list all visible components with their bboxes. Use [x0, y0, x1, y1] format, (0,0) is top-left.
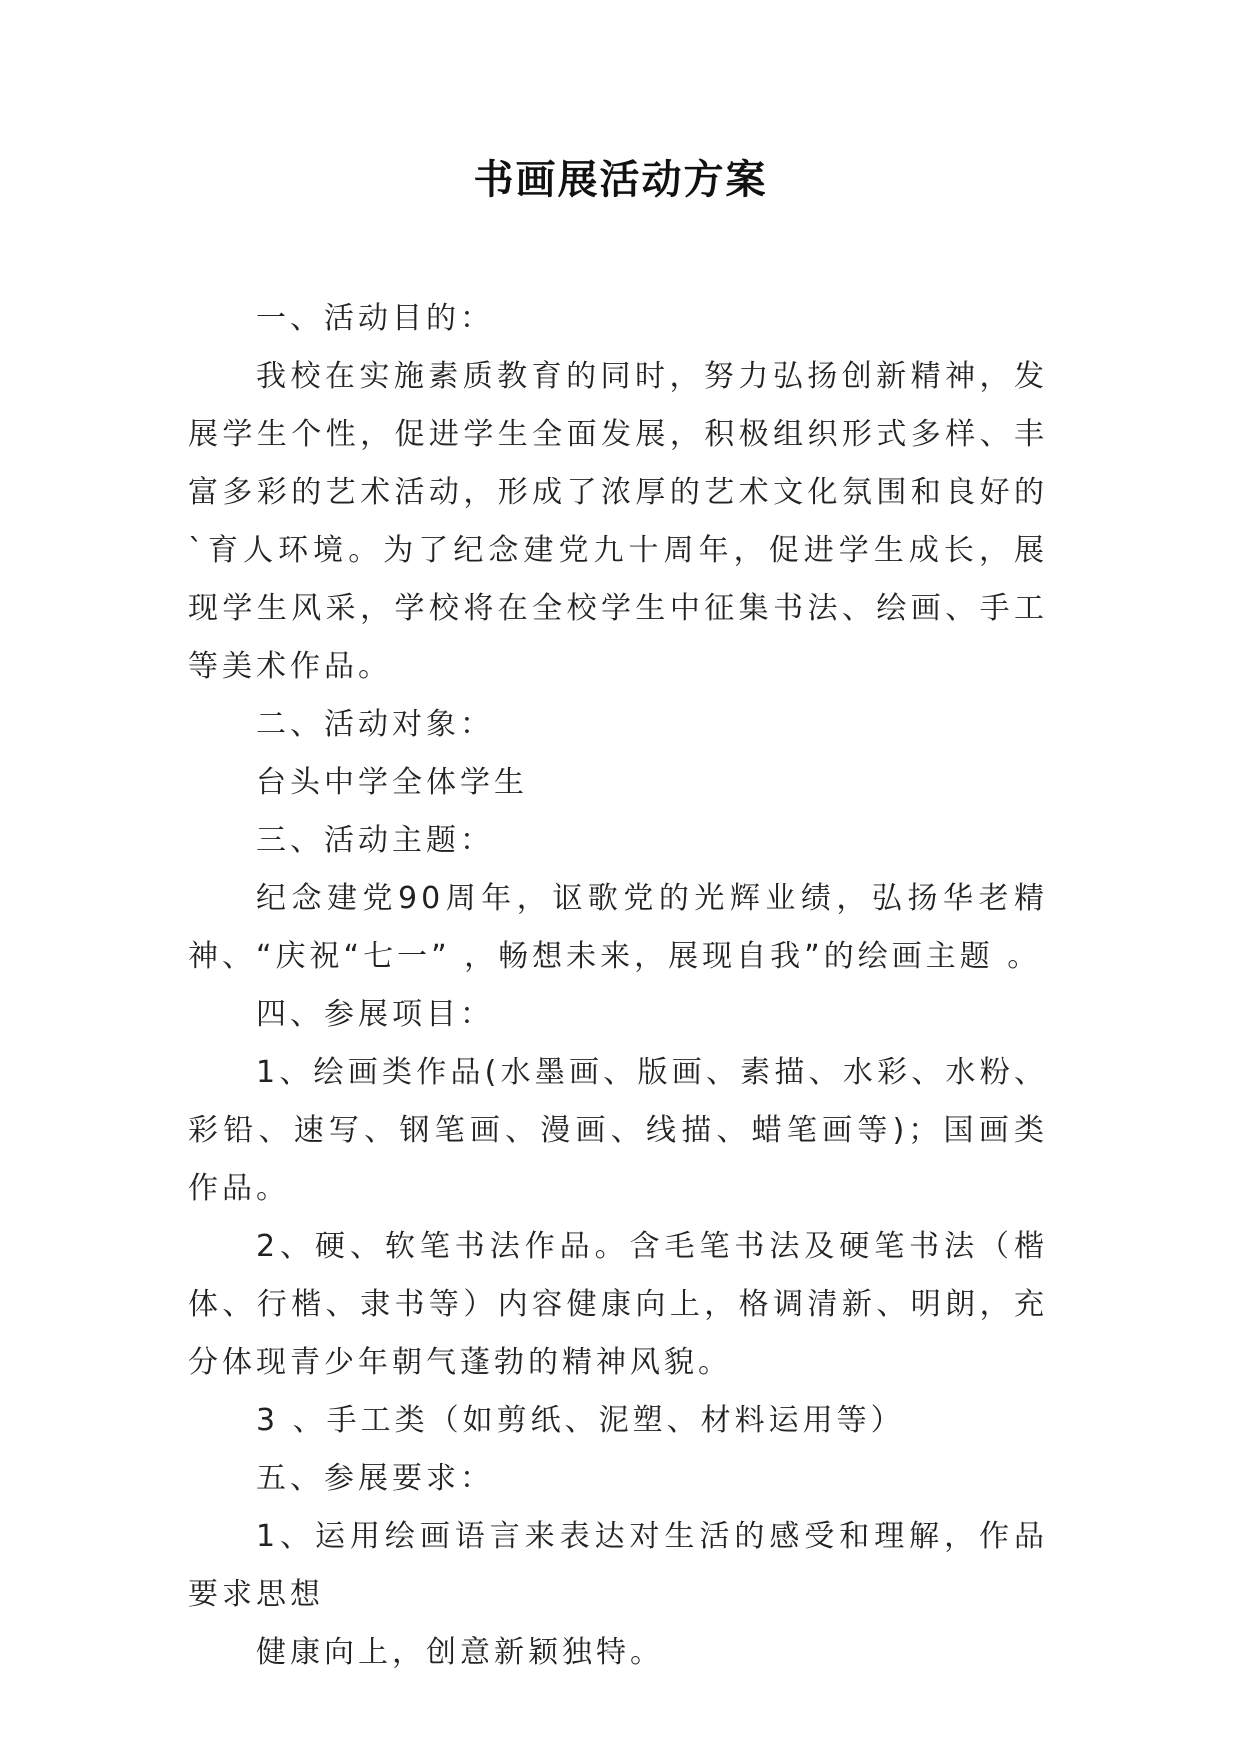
- section-heading-requirements: 五、参展要求：: [256, 1461, 494, 1496]
- item-calligraphy: 2、硬、软笔书法作品。含毛笔书法及硬笔书法（楷体、行楷、隶书等）内容健康向上，格调清新、明朗，充分体现青少年朝气蓬勃的精神风貌。: [188, 1229, 1048, 1380]
- document-body: [188, 290, 1048, 1682]
- document-title: 书画展活动方案: [473, 156, 768, 203]
- audience-paragraph: 台头中学全体学生: [256, 765, 528, 800]
- theme-paragraph: 纪念建党90周年，讴歌党的光辉业绩，弘扬华老精神、“庆祝“七一” ，畅想未来，展现自我”的绘画主题 。: [188, 881, 1048, 974]
- section-heading-items: 四、参展项目：: [256, 997, 494, 1032]
- item-painting: 1、绘画类作品(水墨画、版画、素描、水彩、水粉、彩铅、速写、钢笔画、漫画、线描、蜡笔画等)；国画类作品。: [188, 1055, 1048, 1206]
- section-heading-theme: 三、活动主题：: [256, 823, 494, 858]
- purpose-paragraph: 我校在实施素质教育的同时，努力弘扬创新精神，发展学生个性，促进学生全面发展，积极组织形式多样、丰富多彩的艺术活动，形成了浓厚的艺术文化氛围和良好的`育人环境。为了纪念建党九十周年，促进学生成长，展现学生风采，学校将在全校学生中征集书法、绘画、手工等美术作品。: [188, 359, 1048, 684]
- section-heading-purpose: 一、活动目的：: [256, 301, 494, 336]
- requirement-1: 1、运用绘画语言来表达对生活的感受和理解，作品要求思想: [188, 1519, 1048, 1612]
- requirement-1-continued: 健康向上，创意新颖独特。: [256, 1635, 664, 1670]
- item-handcraft: 3 、手工类（如剪纸、泥塑、材料运用等）: [256, 1403, 905, 1438]
- section-heading-audience: 二、活动对象：: [256, 707, 494, 742]
